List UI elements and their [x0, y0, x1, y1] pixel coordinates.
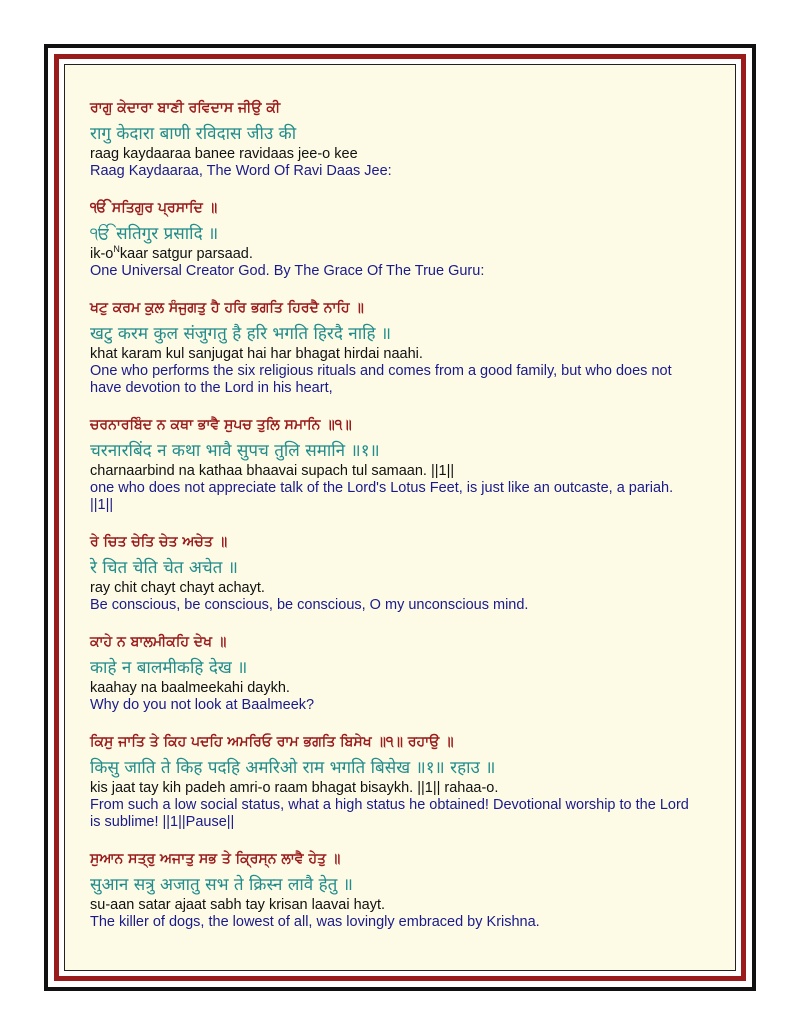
verse-transliteration: ray chit chayt chayt achayt.	[90, 580, 265, 596]
verse-hindi: रे चित चेति चेत अचेत ॥	[90, 558, 238, 578]
verse-block	[90, 98, 697, 180]
verse-hindi: काहे न बालमीकहि देख ॥	[90, 658, 248, 678]
verse-hindi: सुआन सत्रु अजातु सभ ते क्रिस्न लावै हेतु ॥	[90, 875, 353, 895]
verse-transliteration	[90, 246, 697, 263]
translit-part: kaar satgur parsaad.	[119, 246, 253, 262]
verse-gurmukhi: ੴ ਸਤਿਗੁਰ ਪ੍ਰਸਾਦਿ ॥	[90, 200, 218, 216]
verse-hindi: चरनारबिंद न कथा भावै सुपच तुलि समानि ॥१॥	[90, 441, 380, 461]
verse-translation: One who performs the six religious rituals and comes from a good family, but who does not have devotion to the Lord in his heart,	[90, 363, 672, 396]
page-panel	[64, 64, 736, 971]
verse-gurmukhi: ਖਟੁ ਕਰਮ ਕੁਲ ਸੰਜੁਗਤੁ ਹੈ ਹਰਿ ਭਗਤਿ ਹਿਰਦੈ ਨਾਹਿ ॥	[90, 300, 364, 316]
verse-block	[90, 849, 697, 931]
verse-transliteration: kis jaat tay kih padeh amri-o raam bhagat bisaykh. ||1|| rahaa-o.	[90, 780, 499, 796]
verse-hindi: खटु करम कुल संजुगतु है हरि भगति हिरदै नाहि ॥	[90, 324, 392, 344]
verse-list	[90, 98, 697, 949]
verse-gurmukhi: ਚਰਨਾਰਬਿੰਦ ਨ ਕਥਾ ਭਾਵੈ ਸੁਪਚ ਤੁਲਿ ਸਮਾਨਿ ॥੧॥	[90, 417, 352, 433]
verse-transliteration: su-aan satar ajaat sabh tay krisan laavai hayt.	[90, 897, 385, 913]
verse-block	[90, 298, 697, 397]
verse-translation: Be conscious, be conscious, be conscious, O my unconscious mind.	[90, 597, 529, 613]
page-border-red	[54, 54, 746, 981]
verse-gurmukhi: ਰਾਗੁ ਕੇਦਾਰਾ ਬਾਣੀ ਰਵਿਦਾਸ ਜੀਉ ਕੀ	[90, 100, 281, 116]
verse-transliteration: kaahay na baalmeekahi daykh.	[90, 680, 290, 696]
verse-hindi: किसु जाति ते किह पदहि अमरिओ राम भगति बिसेख ॥१॥ रहाउ ॥	[90, 758, 496, 778]
verse-transliteration: khat karam kul sanjugat hai har bhagat hirdai naahi.	[90, 346, 423, 362]
verse-block	[90, 415, 697, 514]
verse-transliteration: charnaarbind na kathaa bhaavai supach tul samaan. ||1||	[90, 463, 455, 479]
verse-block	[90, 532, 697, 614]
verse-translation: One Universal Creator God. By The Grace Of The True Guru:	[90, 263, 485, 279]
verse-block	[90, 732, 697, 831]
translit-superscript: N	[113, 244, 120, 255]
verse-hindi: ੴ सतिगुर प्रसादि ॥	[90, 224, 219, 244]
verse-hindi: रागु केदारा बाणी रविदास जीउ की	[90, 124, 297, 144]
verse-translation: Raag Kaydaaraa, The Word Of Ravi Daas Jee:	[90, 163, 392, 179]
verse-gurmukhi: ਕਿਸੁ ਜਾਤਿ ਤੇ ਕਿਹ ਪਦਹਿ ਅਮਰਿਓ ਰਾਮ ਭਗਤਿ ਬਿਸੇਖ ॥੧॥ ਰਹਾਉ ॥	[90, 734, 454, 750]
verse-transliteration: raag kaydaaraa banee ravidaas jee-o kee	[90, 146, 358, 162]
translit-part: ik-o	[90, 246, 114, 262]
verse-translation: one who does not appreciate talk of the Lord's Lotus Feet, is just like an outcaste, a pariah. ||1||	[90, 480, 674, 513]
verse-gurmukhi: ਕਾਹੇ ਨ ਬਾਲਮੀਕਹਿ ਦੇਖ ॥	[90, 634, 227, 650]
page-border-outer	[44, 44, 756, 991]
verse-gurmukhi: ਸੁਆਨ ਸਤ੍ਰੁ ਅਜਾਤੁ ਸਭ ਤੇ ਕ੍ਰਿਸ੍ਨ ਲਾਵੈ ਹੇਤੁ ॥	[90, 851, 341, 867]
verse-translation: From such a low social status, what a high status he obtained! Devotional worship to the Lord is sublime! ||1||Pause||	[90, 797, 689, 830]
verse-gurmukhi: ਰੇ ਚਿਤ ਚੇਤਿ ਚੇਤ ਅਚੇਤ ॥	[90, 534, 228, 550]
verse-block	[90, 198, 697, 280]
verse-translation: Why do you not look at Baalmeek?	[90, 697, 315, 713]
verse-translation: The killer of dogs, the lowest of all, was lovingly embraced by Krishna.	[90, 914, 540, 930]
verse-block	[90, 632, 697, 714]
